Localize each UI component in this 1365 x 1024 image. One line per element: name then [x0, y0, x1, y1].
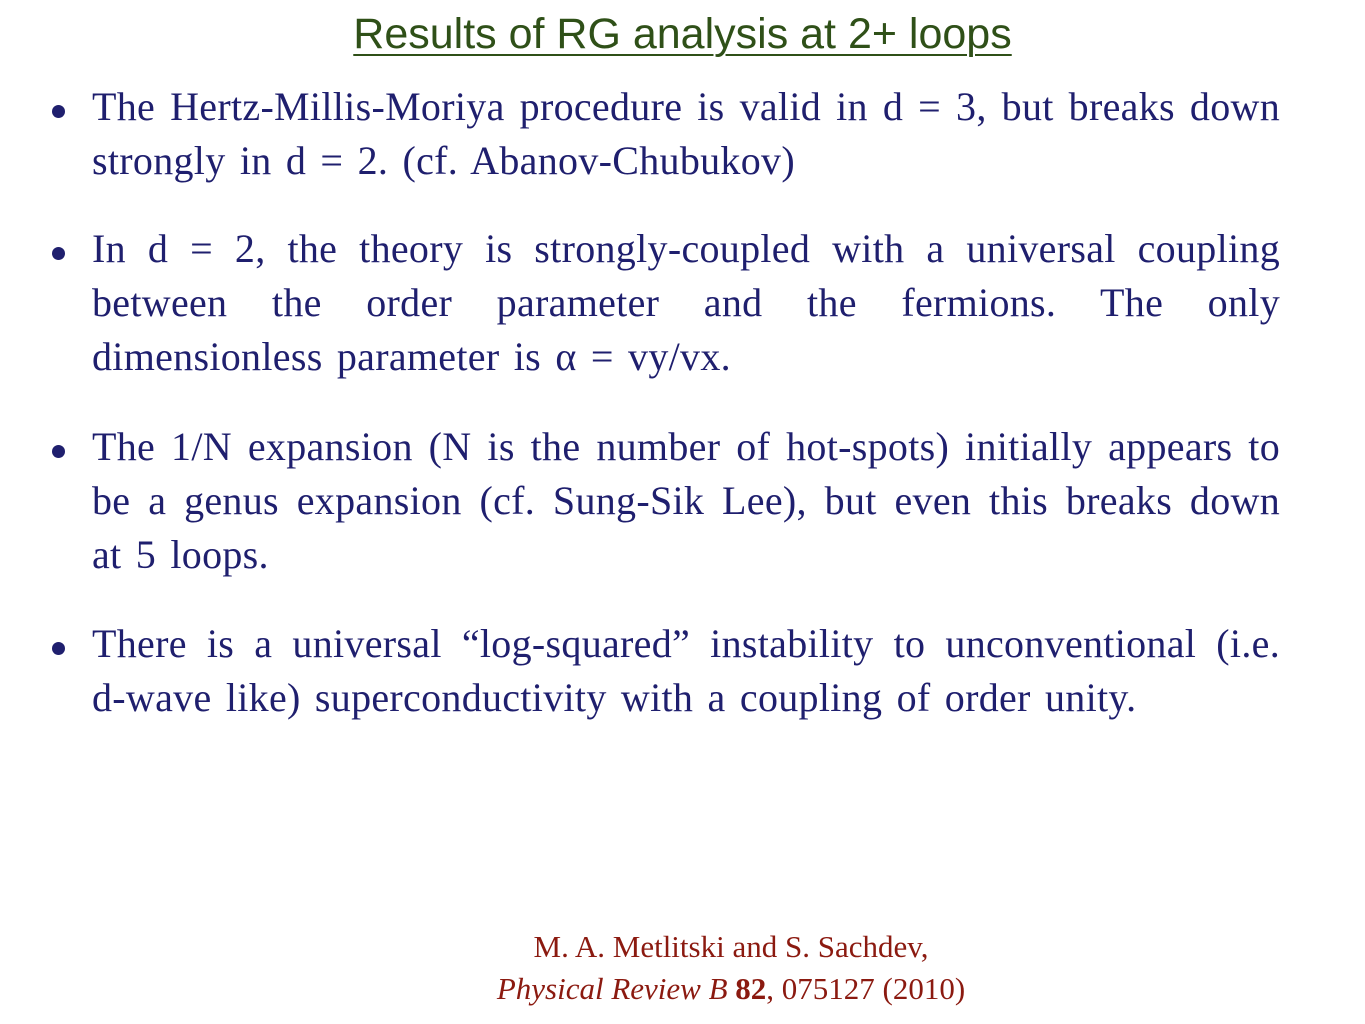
- citation-authors: M. A. Metlitski and S. Sachdev,: [533, 929, 929, 964]
- citation: [0, 926, 1365, 1010]
- bullet-dot-icon: [52, 445, 65, 458]
- bullet-text: There is a universal “log-squared” instability to unconventional (i.e. d-wave like) superconductivity with a coupling of order unity.: [92, 621, 1280, 720]
- bullet-text: The Hertz-Millis-Moriya procedure is valid in d = 3, but breaks down strongly in d = 2. (cf. Abanov-Chubukov): [92, 84, 1280, 183]
- slide-title-text: Results of RG analysis at 2+ loops: [353, 10, 1012, 58]
- bullet-dot-icon: [52, 105, 65, 118]
- citation-pages-year: , 075127 (2010): [766, 971, 966, 1006]
- bullet-text: The 1/N expansion (N is the number of hot-spots) initially appears to be a genus expansion (cf. Sung-Sik Lee), but even this breaks down at 5 loops.: [92, 424, 1280, 577]
- citation-volume: 82: [735, 971, 767, 1006]
- bullet-dot-icon: [52, 642, 65, 655]
- citation-reference: [0, 968, 1365, 1010]
- bullet-text: In d = 2, the theory is strongly-coupled with a universal coupling between the order parameter and the fermions. The only dimensionless parameter is α = vy/vx.: [92, 226, 1280, 379]
- bullet-dot-icon: [52, 247, 65, 260]
- citation-journal: Physical Review B: [496, 971, 728, 1006]
